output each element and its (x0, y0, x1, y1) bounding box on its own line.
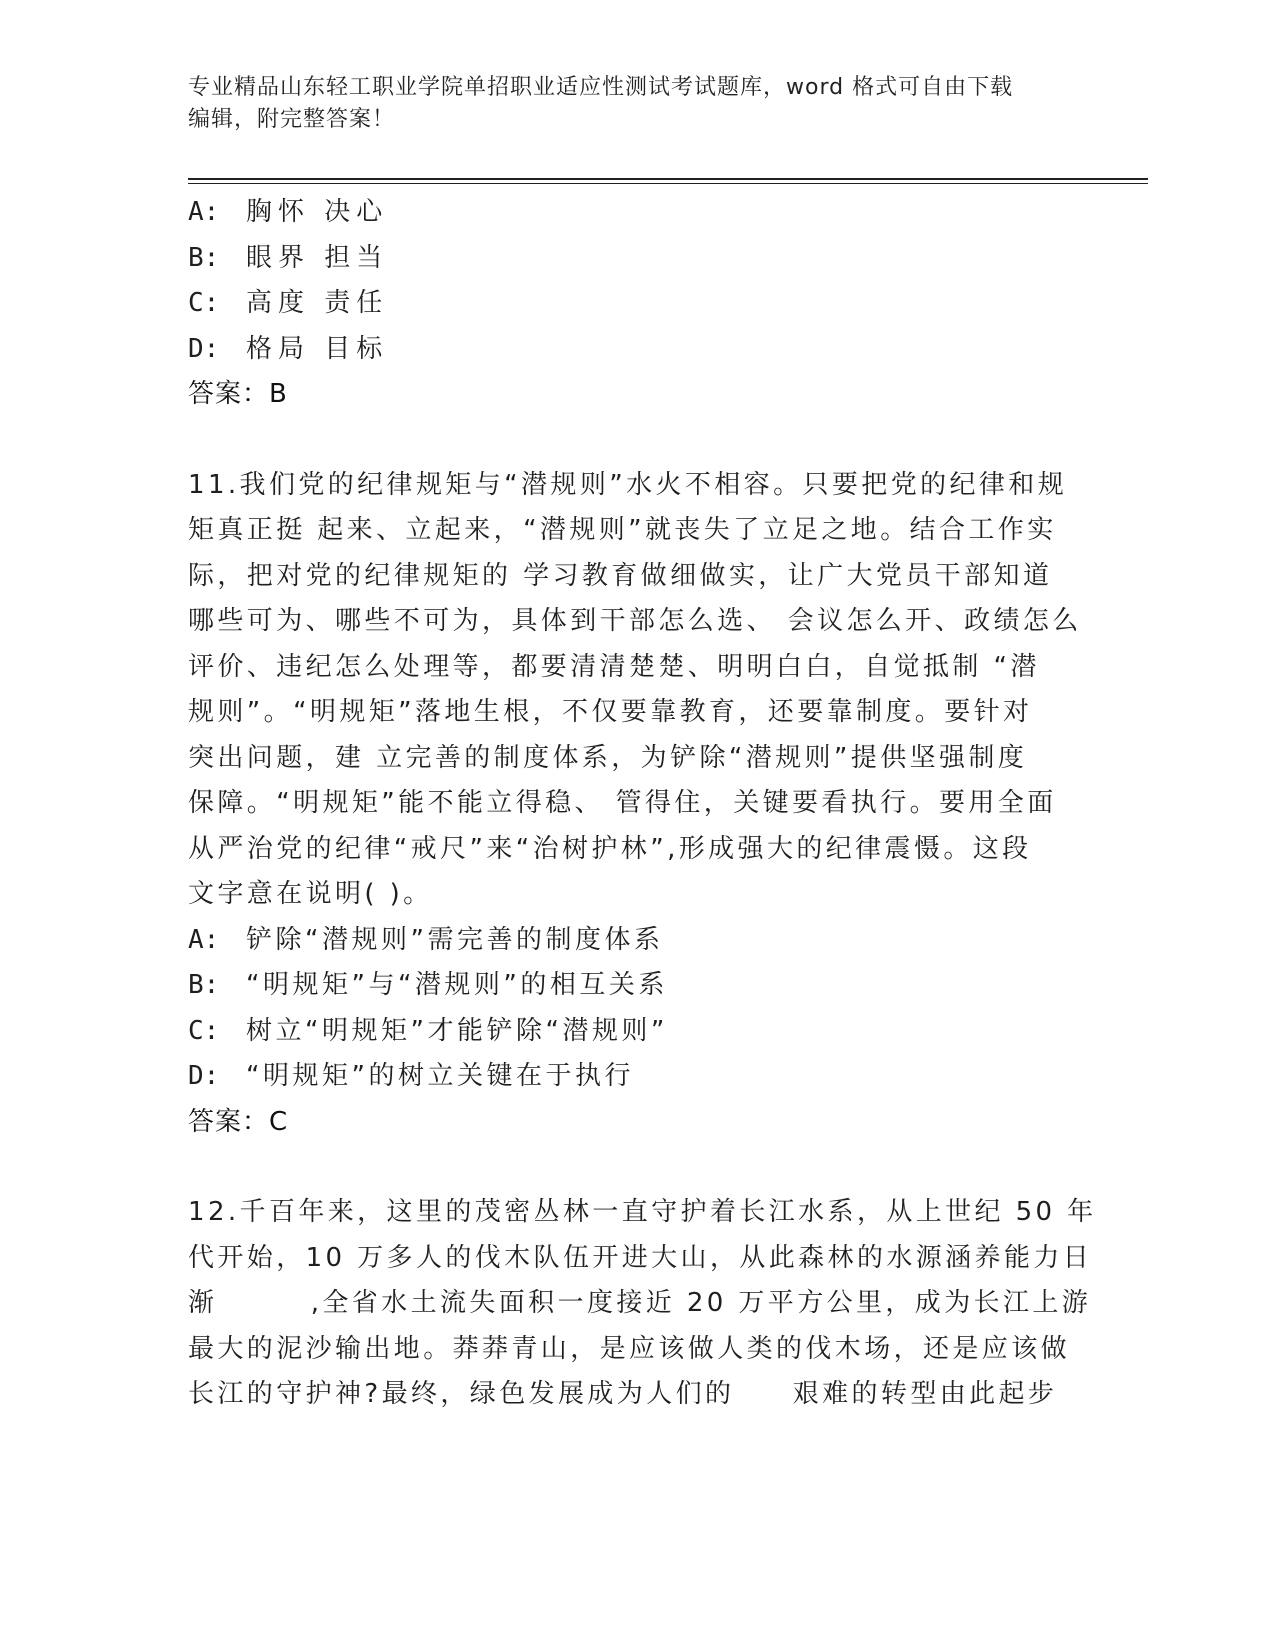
question-line: 突出问题，建 立完善的制度体系，为铲除“潜规则”提供坚强制度 (188, 742, 1028, 773)
question-line: 际，把对党的纪律规矩的 学习教育做细做实，让广大党员干部知道 (188, 560, 1053, 591)
option-text: 格局 目标 (246, 333, 389, 364)
option-text: “明规矩”与“潜规则”的相互关系 (246, 970, 668, 1000)
option-key: A: (188, 197, 220, 227)
question-line: 最大的泥沙输出地。莽莽青山，是应该做人类的伐木场，还是应该做 (188, 1333, 1071, 1364)
option-a (188, 190, 1068, 236)
question-line: 保障。“明规矩”能不能立得稳、 管得住，关键要看执行。要用全面 (188, 788, 1057, 818)
option-text: 高度 责任 (246, 288, 389, 318)
option-b (188, 236, 1068, 282)
question-line: 规则”。“明规矩”落地生根，不仅要靠教育，还要靠制度。要针对 (188, 697, 1033, 727)
option-key: B: (188, 970, 220, 1000)
question-line: 代开始，10 万多人的伐木队伍开进大山，从此森林的水源涵养能力日 (188, 1242, 1093, 1273)
question-line: 渐 ,全省水土流失面积一度接近 20 万平方公里，成为长江上游 (188, 1288, 1092, 1318)
header-divider-thin (188, 183, 1148, 184)
header-line-2: 编辑，附完整答案！ (188, 107, 396, 132)
question-11-options (188, 918, 1068, 1146)
question-line: 文字意在说明( )。 (188, 879, 433, 909)
option-d (188, 1054, 1068, 1100)
answer-line: 答案：C (188, 1106, 289, 1137)
option-key: C: (188, 288, 220, 318)
option-text: “明规矩”的树立关键在于执行 (246, 1061, 634, 1091)
question-line: 从严治党的纪律“戒尺”来“治树护林”,形成强大的纪律震慑。这段 (188, 833, 1032, 864)
question-line: 11.我们党的纪律规矩与“潜规则”水火不相容。只要把党的纪律和规 (188, 469, 1068, 500)
option-key: B: (188, 242, 220, 273)
question-line: 12.千百年来，这里的茂密丛林一直守护着长江水系，从上世纪 50 年 (188, 1197, 1097, 1227)
option-a (188, 918, 1068, 964)
option-b (188, 963, 1068, 1009)
question-12 (188, 1190, 1097, 1418)
option-key: D: (188, 333, 220, 364)
answer-line: 答案：B (188, 379, 288, 409)
option-text: 胸怀 决心 (246, 197, 389, 227)
question-line: 长江的守护神?最终，绿色发展成为人们的 艰难的转型由此起步 (188, 1379, 1058, 1409)
option-key: D: (188, 1061, 220, 1091)
option-key: C: (188, 1015, 220, 1046)
option-key: A: (188, 924, 220, 955)
option-text: 树立“明规矩”才能铲除“潜规则” (246, 1015, 668, 1046)
question-10-options (188, 190, 1068, 418)
question-line: 评价、违纪怎么处理等，都要清清楚楚、明明白白，自觉抵制 “潜 (188, 651, 1040, 682)
question-line: 哪些可为、哪些不可为，具体到干部怎么选、 会议怎么开、政绩怎么 (188, 606, 1082, 636)
option-text: 铲除“潜规则”需完善的制度体系 (246, 924, 664, 955)
option-c (188, 1009, 1068, 1055)
question-11 (188, 463, 1082, 918)
page-header (188, 72, 1068, 136)
header-divider (188, 178, 1148, 180)
option-d (188, 327, 1068, 373)
option-c (188, 281, 1068, 327)
header-line-1: 专业精品山东轻工职业学院单招职业适应性测试考试题库，word 格式可自由下载 (188, 75, 1014, 100)
question-line: 矩真正挺 起来、立起来，“潜规则”就丧失了立足之地。结合工作实 (188, 515, 1057, 545)
option-text: 眼界 担当 (246, 242, 389, 273)
document-body (188, 190, 1097, 1418)
